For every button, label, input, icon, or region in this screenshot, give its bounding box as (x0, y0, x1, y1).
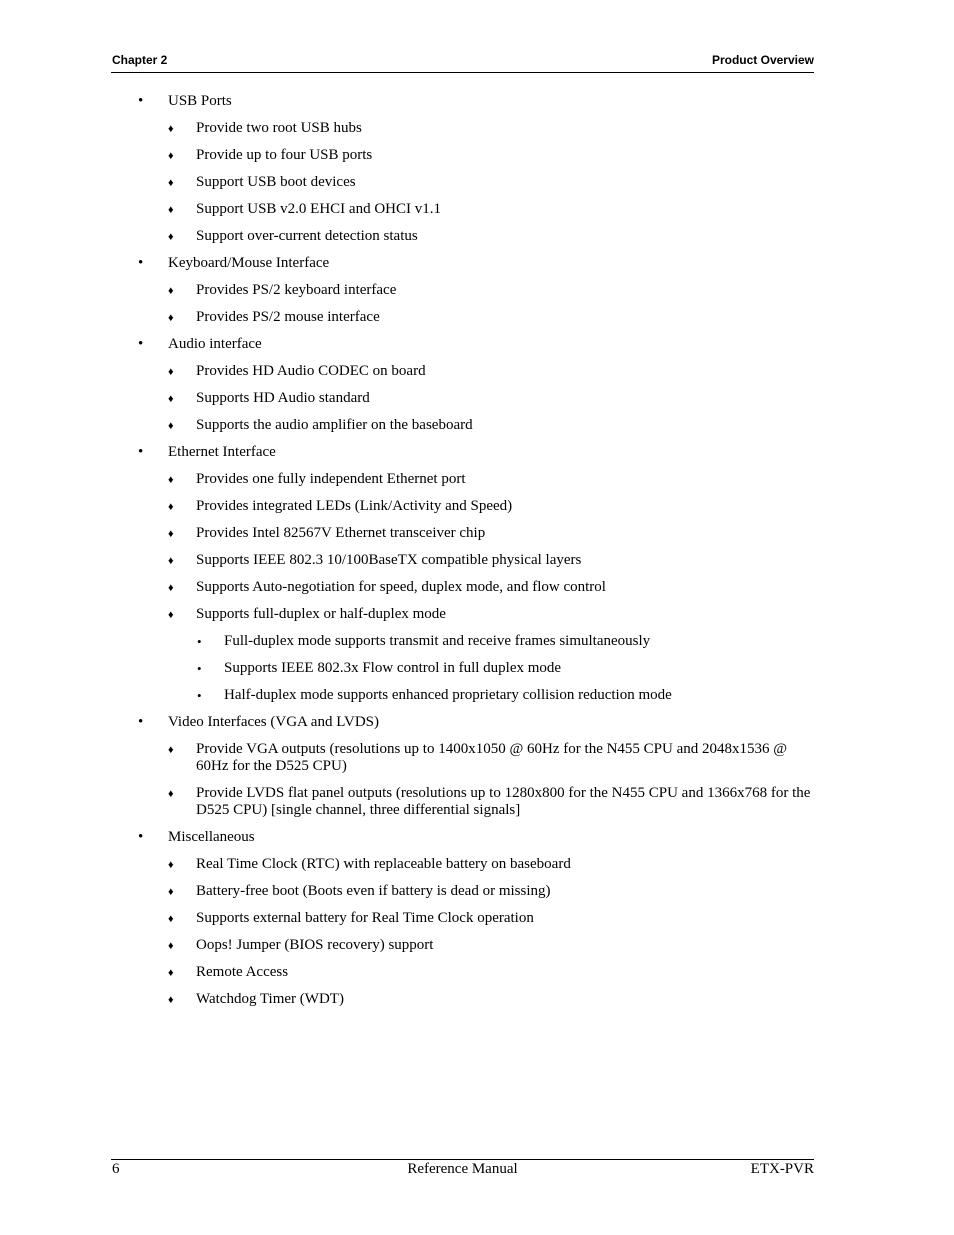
diamond-bullet-icon: ♦ (168, 582, 174, 594)
diamond-bullet-icon: ♦ (168, 231, 174, 243)
list-item-text: Provides PS/2 mouse interface (196, 309, 380, 325)
list-item-level-2 (111, 937, 814, 954)
document-title: Reference Manual (407, 1161, 518, 1177)
diamond-bullet-icon: ♦ (168, 393, 174, 405)
list-item-text: Provide two root USB hubs (196, 120, 362, 136)
list-item-text: Provides PS/2 keyboard interface (196, 282, 397, 298)
list-item-level-2 (111, 363, 814, 380)
page-number: 6 (112, 1161, 120, 1177)
list-item-text: Provides Intel 82567V Ethernet transceiver chip (196, 525, 486, 541)
list-item-level-2 (111, 552, 814, 569)
list-item-level-3 (111, 633, 814, 650)
list-item-text: Supports the audio amplifier on the baseboard (196, 417, 473, 433)
list-item-level-1 (111, 829, 814, 846)
list-item-text: Supports IEEE 802.3 10/100BaseTX compatible physical layers (196, 552, 582, 568)
list-item-level-1 (111, 714, 814, 731)
list-item-level-2 (111, 498, 814, 515)
list-item-text: Battery-free boot (Boots even if battery is dead or missing) (196, 883, 551, 899)
feature-list (111, 93, 814, 1008)
list-item-text: Provide LVDS flat panel outputs (resolutions up to 1280x800 for the N455 CPU and 1366x768 for the D525 CPU) [single channel, three differential signals] (196, 785, 811, 818)
diamond-bullet-icon: ♦ (168, 886, 174, 898)
list-item-text: Remote Access (196, 964, 289, 980)
list-item-text: Watchdog Timer (WDT) (196, 991, 344, 1007)
list-item-level-1 (111, 255, 814, 272)
list-item-level-2 (111, 883, 814, 900)
section-title: Product Overview (711, 53, 814, 67)
page-header (111, 52, 814, 73)
diamond-bullet-icon: ♦ (168, 204, 174, 216)
list-item-text: Full-duplex mode supports transmit and receive frames simultaneously (224, 633, 651, 649)
bullet-icon: • (138, 714, 144, 730)
list-item-text: Provides integrated LEDs (Link/Activity and Speed) (196, 498, 513, 514)
bullet-icon: • (138, 829, 144, 845)
list-item-text: Audio interface (168, 336, 262, 352)
chapter-label: Chapter 2 (112, 53, 168, 67)
list-item-text: Support USB boot devices (196, 174, 356, 190)
diamond-bullet-icon: ♦ (168, 312, 174, 324)
list-item-text: Miscellaneous (168, 829, 255, 845)
list-item-text: Provides HD Audio CODEC on board (196, 363, 426, 379)
list-item-level-3 (111, 660, 814, 677)
bullet-icon: • (197, 688, 202, 703)
diamond-bullet-icon: ♦ (168, 474, 174, 486)
diamond-bullet-icon: ♦ (168, 555, 174, 567)
list-item-level-2 (111, 390, 814, 407)
list-item-text: Provide up to four USB ports (196, 147, 373, 163)
bullet-icon: • (197, 634, 202, 649)
diamond-bullet-icon: ♦ (168, 609, 174, 621)
list-item-text: Real Time Clock (RTC) with replaceable battery on baseboard (196, 856, 571, 872)
diamond-bullet-icon: ♦ (168, 744, 174, 756)
page-footer (111, 1159, 814, 1181)
list-item-level-2 (111, 525, 814, 542)
list-item-level-2 (111, 201, 814, 218)
list-item-level-2 (111, 856, 814, 873)
list-item-text: Supports external battery for Real Time Clock operation (196, 910, 534, 926)
diamond-bullet-icon: ♦ (168, 913, 174, 925)
list-item-text: Provide VGA outputs (resolutions up to 1400x1050 @ 60Hz for the N455 CPU and 2048x1536 @ 60Hz for the D525 CPU) (196, 741, 788, 774)
bullet-icon: • (138, 93, 144, 109)
product-name: ETX-PVR (750, 1161, 814, 1177)
diamond-bullet-icon: ♦ (168, 501, 174, 513)
diamond-bullet-icon: ♦ (168, 123, 174, 135)
list-item-level-1 (111, 444, 814, 461)
bullet-icon: • (138, 255, 144, 271)
diamond-bullet-icon: ♦ (168, 528, 174, 540)
list-item-level-1 (111, 336, 814, 353)
list-item-text: Supports IEEE 802.3x Flow control in full duplex mode (224, 660, 562, 676)
list-item-text: Provides one fully independent Ethernet port (196, 471, 466, 487)
bullet-icon: • (138, 444, 144, 460)
list-item-text: Keyboard/Mouse Interface (168, 255, 330, 271)
list-item-text: Supports full-duplex or half-duplex mode (196, 606, 446, 622)
list-item-text: Oops! Jumper (BIOS recovery) support (196, 937, 434, 953)
list-item-level-2 (111, 964, 814, 981)
list-item-level-2 (111, 471, 814, 488)
diamond-bullet-icon: ♦ (168, 420, 174, 432)
list-item-text: USB Ports (168, 93, 232, 109)
list-item-level-2 (111, 606, 814, 623)
list-item-text: Ethernet Interface (168, 444, 276, 460)
list-item-level-2 (111, 147, 814, 164)
diamond-bullet-icon: ♦ (168, 788, 174, 800)
list-item-level-2 (111, 785, 814, 819)
list-item-level-3 (111, 687, 814, 704)
list-item-text: Half-duplex mode supports enhanced proprietary collision reduction mode (224, 687, 672, 703)
list-item-text: Supports HD Audio standard (196, 390, 370, 406)
diamond-bullet-icon: ♦ (168, 150, 174, 162)
diamond-bullet-icon: ♦ (168, 285, 174, 297)
list-item-level-1 (111, 93, 814, 110)
bullet-icon: • (197, 661, 202, 676)
list-item-level-2 (111, 991, 814, 1008)
list-item-level-2 (111, 741, 814, 775)
diamond-bullet-icon: ♦ (168, 940, 174, 952)
list-item-text: Support over-current detection status (196, 228, 418, 244)
diamond-bullet-icon: ♦ (168, 967, 174, 979)
diamond-bullet-icon: ♦ (168, 859, 174, 871)
diamond-bullet-icon: ♦ (168, 366, 174, 378)
list-item-text: Support USB v2.0 EHCI and OHCI v1.1 (196, 201, 442, 217)
list-item-level-2 (111, 910, 814, 927)
list-item-level-2 (111, 417, 814, 434)
bullet-icon: • (138, 336, 144, 352)
list-item-text: Supports Auto-negotiation for speed, duplex mode, and flow control (196, 579, 606, 595)
list-item-level-2 (111, 579, 814, 596)
list-item-level-2 (111, 174, 814, 191)
list-item-text: Video Interfaces (VGA and LVDS) (168, 714, 379, 730)
list-item-level-2 (111, 282, 814, 299)
diamond-bullet-icon: ♦ (168, 994, 174, 1006)
list-item-level-2 (111, 309, 814, 326)
diamond-bullet-icon: ♦ (168, 177, 174, 189)
list-item-level-2 (111, 228, 814, 245)
list-item-level-2 (111, 120, 814, 137)
